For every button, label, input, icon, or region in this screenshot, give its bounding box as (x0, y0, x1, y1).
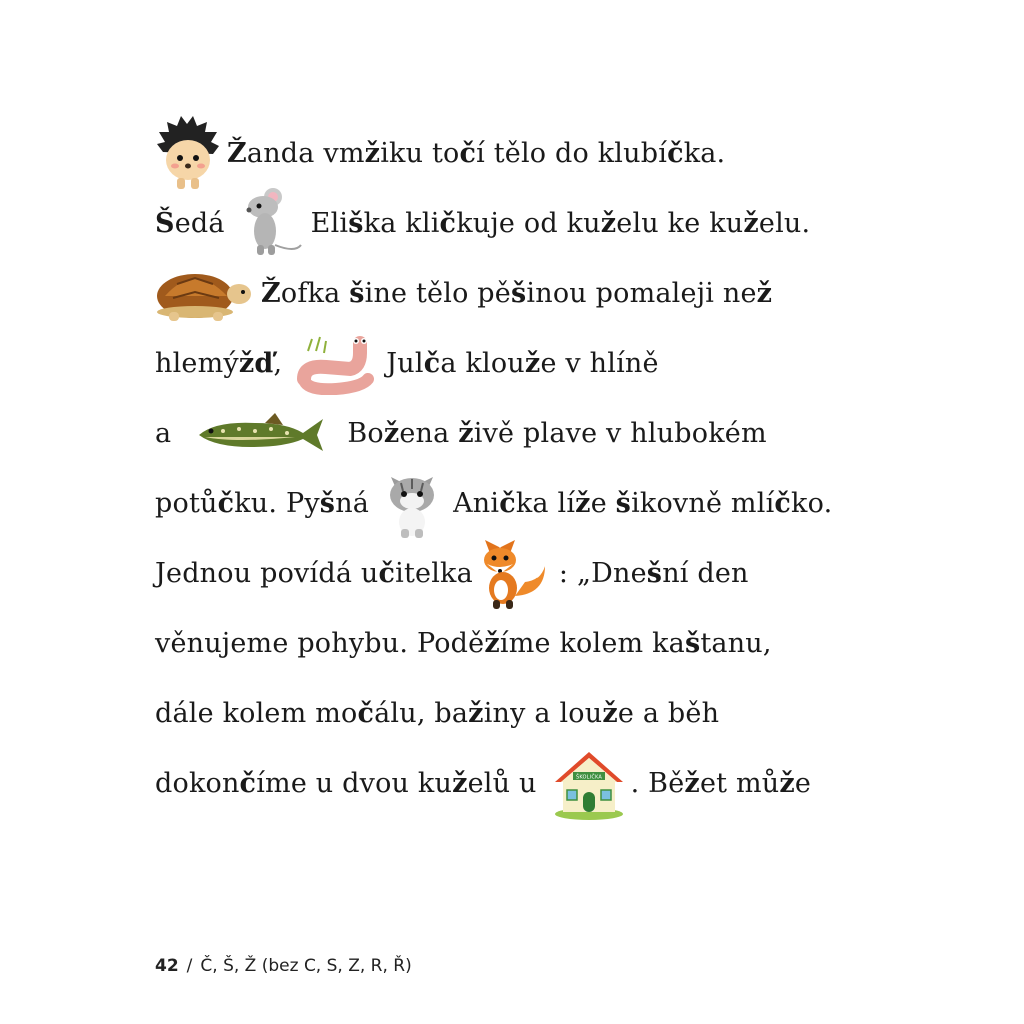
page-footer (155, 956, 412, 976)
text-line-10 (155, 748, 811, 818)
fish-icon (195, 411, 325, 455)
text-line-6 (155, 468, 832, 538)
text-segment: : „Dnešní den (558, 557, 749, 589)
school-icon (553, 746, 625, 820)
text-segment: Julča klouže v hlíně (386, 347, 659, 379)
text-line-3 (155, 258, 772, 328)
text-segment: a (155, 417, 172, 449)
text-segment: Anička líže šikovně mlíčko. (453, 487, 833, 519)
text-line-2 (155, 188, 810, 258)
text-segment: potůčku. Pyšná (155, 487, 370, 519)
section-label: Č, Š, Ž (bez C, S, Z, R, Ř) (200, 956, 412, 976)
turtle-icon (155, 264, 251, 322)
school-sign-label: ŠKOLIČKA (575, 774, 602, 781)
text-segment: . Běžet může (630, 767, 812, 799)
footer-separator: / (186, 956, 193, 976)
text-line-1 (155, 118, 725, 188)
text-segment: dále kolem močálu, bažiny a louže a běh (155, 697, 720, 729)
text-line-8 (155, 608, 772, 678)
worm-icon (296, 331, 376, 395)
text-segment: Eliška kličkuje od kuželu ke kuželu. (310, 207, 811, 239)
text-line-9 (155, 678, 719, 748)
text-line-7 (155, 538, 749, 608)
text-segment: věnujeme pohybu. Poděžíme kolem kaštanu, (155, 627, 772, 659)
hedgehog-icon (155, 116, 221, 190)
page-number: 42 (155, 956, 179, 976)
text-line-4 (155, 328, 659, 398)
text-segment: Jednou povídá učitelka (155, 557, 473, 589)
text-segment: Šedá (155, 207, 225, 239)
text-segment: Žanda vmžiku točí tělo do klubíčka. (227, 137, 726, 169)
text-segment: Žofka šine tělo pěšinou pomaleji než (261, 277, 773, 309)
cat-icon (383, 467, 441, 539)
text-line-5 (155, 398, 767, 468)
text-segment: Božena živě plave v hlubokém (347, 417, 767, 449)
mouse-icon (235, 187, 303, 259)
fox-icon (475, 536, 549, 610)
text-segment: hlemýžď, (155, 347, 283, 379)
text-segment: dokončíme u dvou kuželů u (155, 767, 537, 799)
